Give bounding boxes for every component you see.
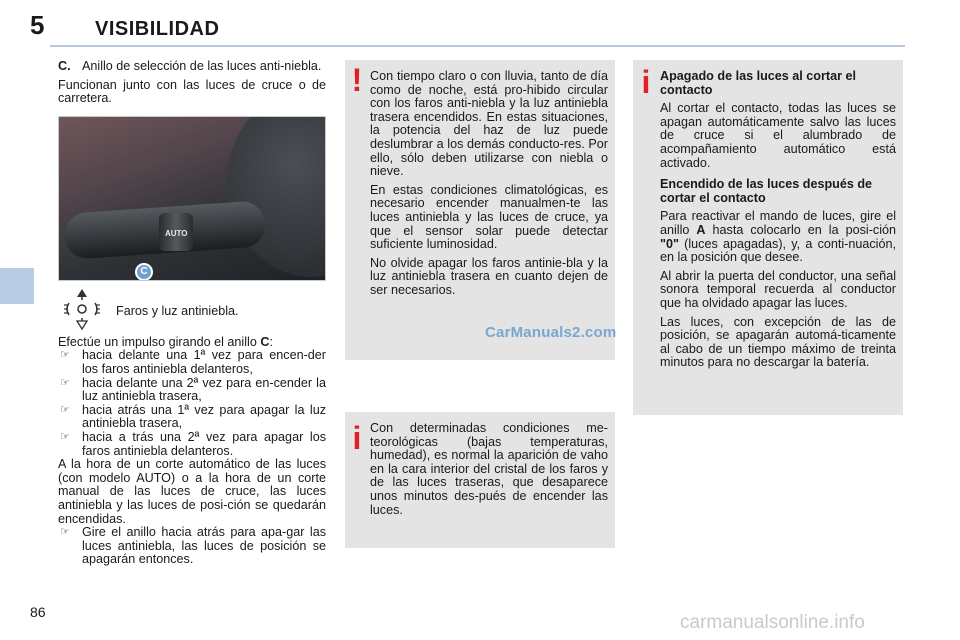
info-icon: i [641, 64, 651, 100]
fog-light-icon [62, 287, 102, 331]
light-stalk-photo [58, 116, 326, 281]
section-text: Al cortar el contacto, todas las luces se apagan automáticamente salvo las luces de cruce si el alumbrado de acompañamiento automático está activado. [660, 101, 896, 170]
list-item [58, 431, 326, 458]
warning-paragraph: No olvide apagar los faros antinie-bla y la luz antiniebla trasera en cuanto dejen de ser necesarios. [370, 255, 608, 297]
final-step-list [58, 526, 326, 567]
warning-text [370, 70, 608, 298]
page-title: VISIBILIDAD [95, 18, 220, 40]
text2-pos: "0" [660, 236, 679, 251]
main-column [58, 60, 326, 567]
instruction-post: : [269, 334, 273, 349]
list-item-text: hacia delante una 2ª vez para en-cender la luz antiniebla trasera, [82, 375, 326, 404]
list-item-text: hacia a trás una 2ª vez para apagar los faros antiniebla delanteros. [82, 429, 326, 458]
intro-text: Funcionan junto con las luces de cruce o de carretera. [58, 77, 326, 106]
item-c [58, 60, 326, 74]
warning-paragraph: En estas condiciones climatológicas, es necesario encender manualmen-te las luces antiniebla y las luces de cruce, ya que el sensor solar puede detectar suficiente luminosidad. [370, 182, 608, 252]
hand-pointer-icon: ☞ [60, 376, 70, 389]
item-c-text: Anillo de selección de las luces anti-niebla. [82, 59, 322, 73]
list-item [58, 377, 326, 404]
instruction-text [58, 336, 326, 350]
header-divider [50, 45, 905, 47]
ring-steps-list [58, 349, 326, 458]
condensation-text: Con determinadas condiciones me-teorológicas (bajas temperaturas, humedad), es normal la aparición de vaho en la cara interior del cristal de los faros y de las luces traseras, que desaparece unos minutos des-pués de encender las luces. [370, 421, 608, 517]
page-number: 86 [30, 604, 46, 620]
auto-label: AUTO [165, 228, 188, 238]
hand-pointer-icon: ☞ [60, 430, 70, 443]
chapter-tab [0, 268, 34, 304]
warning-paragraph: Con tiempo claro o con lluvia, tanto de día como de noche, está pro-hibido circular con los faros anti-niebla y la luz antiniebla trasera encendidos. En estas situaciones, la potencia del haz de luz puede deslumbrar a los demás conducto-res. Por ello, sólo deben utilizarse con niebla o nieve. [370, 69, 608, 179]
text2-post: (luces apagadas), y, a conti-nuación, en la posición que desee. [660, 236, 896, 265]
section-text [660, 210, 896, 264]
lights-info-text [660, 70, 896, 370]
info-icon: i [352, 420, 362, 456]
text2-mid: hasta colocarlo en la posi-ción [705, 222, 896, 237]
hand-pointer-icon: ☞ [60, 403, 70, 416]
site-watermark: carmanualsonline.info [680, 612, 865, 633]
section-text: Al abrir la puerta del conductor, una señal sonora temporal recuerda al conductor que ha olvidado apagar las luces. [660, 268, 896, 310]
auto-off-text: A la hora de un corte automático de las luces (con modelo AUTO) o a la hora de un corte manual de las luces de cruce, las luces antiniebla y las luces de posi-ción se quedarán encendidas. [58, 457, 326, 526]
text2-ring: A [696, 222, 706, 237]
section-text: Las luces, con excepción de las de posición, se apagarán automá-ticamente al cabo de un tiempo máximo de treinta minutos para no descargar la batería. [660, 314, 896, 370]
list-item-text: hacia delante una 1ª vez para encen-der los faros antiniebla delanteros, [82, 348, 326, 376]
item-c-letter: C. [58, 59, 71, 73]
ring-c-marker: C [135, 263, 153, 281]
list-item [58, 526, 326, 567]
text2-pre: Para reactivar el mando de luces, gire el anillo [660, 209, 896, 237]
list-item [58, 404, 326, 431]
section-heading: Encendido de las luces después de cortar el contacto [660, 177, 873, 205]
fog-light-caption: Faros y luz antiniebla. [116, 303, 239, 318]
instruction-pre: Efectúe un impulso girando el anillo [58, 334, 261, 349]
warning-icon: ! [351, 62, 363, 98]
instruction-ring: C [260, 334, 270, 349]
hand-pointer-icon: ☞ [60, 526, 70, 539]
section-heading: Apagado de las luces al cortar el contacto [660, 69, 856, 97]
chapter-number: 5 [30, 10, 45, 40]
list-item [58, 349, 326, 376]
hand-pointer-icon: ☞ [60, 349, 70, 362]
list-item-text: Gire el anillo hacia atrás para apa-gar las luces antiniebla, las luces de posición se apagarán entonces. [82, 525, 326, 567]
carmanuals-watermark: CarManuals2.com [485, 324, 617, 341]
list-item-text: hacia atrás una 1ª vez para apagar la luz antiniebla trasera, [82, 402, 326, 431]
fog-light-legend [58, 287, 326, 331]
